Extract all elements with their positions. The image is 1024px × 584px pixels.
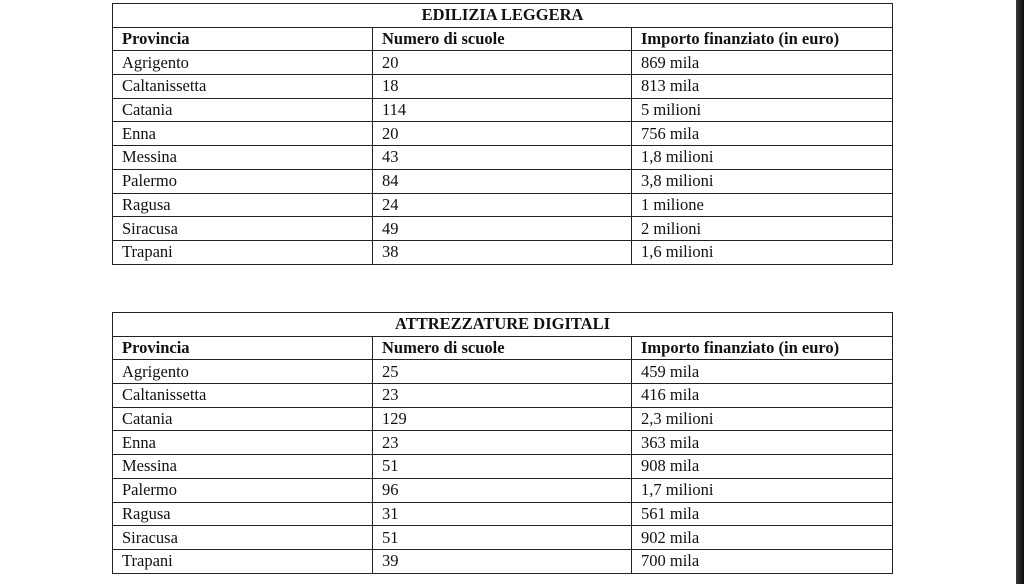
numero-scuole-cell: 129	[373, 407, 632, 431]
importo-cell: 416 mila	[632, 384, 893, 408]
importo-cell: 756 mila	[632, 122, 893, 146]
provincia-cell: Siracusa	[113, 526, 373, 550]
importo-cell: 561 mila	[632, 502, 893, 526]
numero-scuole-cell: 20	[373, 122, 632, 146]
provincia-cell: Messina	[113, 455, 373, 479]
table-row	[113, 75, 893, 99]
provincia-cell: Caltanissetta	[113, 384, 373, 408]
column-header-provincia: Provincia	[113, 336, 373, 360]
numero-scuole-cell: 49	[373, 217, 632, 241]
importo-cell: 459 mila	[632, 360, 893, 384]
importo-cell: 813 mila	[632, 75, 893, 99]
provincia-cell: Caltanissetta	[113, 75, 373, 99]
numero-scuole-cell: 31	[373, 502, 632, 526]
provincia-cell: Agrigento	[113, 51, 373, 75]
edilizia-leggera-table	[112, 3, 893, 265]
provincia-cell: Ragusa	[113, 193, 373, 217]
table-title: ATTREZZATURE DIGITALI	[113, 313, 893, 337]
provincia-cell: Catania	[113, 407, 373, 431]
importo-cell: 908 mila	[632, 455, 893, 479]
numero-scuole-cell: 51	[373, 526, 632, 550]
table-row	[113, 384, 893, 408]
numero-scuole-cell: 84	[373, 169, 632, 193]
numero-scuole-cell: 96	[373, 478, 632, 502]
column-header-provincia: Provincia	[113, 27, 373, 51]
provincia-cell: Trapani	[113, 240, 373, 264]
importo-cell: 363 mila	[632, 431, 893, 455]
importo-cell: 1 milione	[632, 193, 893, 217]
table-row	[113, 526, 893, 550]
provincia-cell: Enna	[113, 122, 373, 146]
provincia-cell: Palermo	[113, 478, 373, 502]
table-row	[113, 146, 893, 170]
numero-scuole-cell: 23	[373, 431, 632, 455]
table-row	[113, 478, 893, 502]
column-header-numero-scuole: Numero di scuole	[373, 336, 632, 360]
column-header-importo: Importo finanziato (in euro)	[632, 336, 893, 360]
numero-scuole-cell: 23	[373, 384, 632, 408]
importo-cell: 5 milioni	[632, 98, 893, 122]
numero-scuole-cell: 18	[373, 75, 632, 99]
numero-scuole-cell: 25	[373, 360, 632, 384]
importo-cell: 1,8 milioni	[632, 146, 893, 170]
importo-cell: 1,7 milioni	[632, 478, 893, 502]
provincia-cell: Palermo	[113, 169, 373, 193]
provincia-cell: Messina	[113, 146, 373, 170]
attrezzature-digitali-table	[112, 312, 893, 574]
numero-scuole-cell: 43	[373, 146, 632, 170]
table-row	[113, 98, 893, 122]
screen-edge	[1016, 0, 1024, 584]
numero-scuole-cell: 24	[373, 193, 632, 217]
table-row	[113, 240, 893, 264]
numero-scuole-cell: 39	[373, 549, 632, 573]
provincia-cell: Trapani	[113, 549, 373, 573]
table-row	[113, 407, 893, 431]
table-row	[113, 549, 893, 573]
table-row	[113, 360, 893, 384]
table-row	[113, 431, 893, 455]
importo-cell: 902 mila	[632, 526, 893, 550]
table-row	[113, 455, 893, 479]
importo-cell: 869 mila	[632, 51, 893, 75]
table-row	[113, 193, 893, 217]
numero-scuole-cell: 20	[373, 51, 632, 75]
table-body	[113, 51, 893, 264]
importo-cell: 1,6 milioni	[632, 240, 893, 264]
table-body	[113, 360, 893, 573]
importo-cell: 700 mila	[632, 549, 893, 573]
numero-scuole-cell: 51	[373, 455, 632, 479]
provincia-cell: Ragusa	[113, 502, 373, 526]
provincia-cell: Enna	[113, 431, 373, 455]
table-row	[113, 51, 893, 75]
provincia-cell: Agrigento	[113, 360, 373, 384]
provincia-cell: Siracusa	[113, 217, 373, 241]
numero-scuole-cell: 114	[373, 98, 632, 122]
importo-cell: 2,3 milioni	[632, 407, 893, 431]
table-row	[113, 122, 893, 146]
column-header-numero-scuole: Numero di scuole	[373, 27, 632, 51]
provincia-cell: Catania	[113, 98, 373, 122]
table-row	[113, 217, 893, 241]
importo-cell: 2 milioni	[632, 217, 893, 241]
table-row	[113, 169, 893, 193]
table-row	[113, 502, 893, 526]
column-header-importo: Importo finanziato (in euro)	[632, 27, 893, 51]
numero-scuole-cell: 38	[373, 240, 632, 264]
importo-cell: 3,8 milioni	[632, 169, 893, 193]
table-title: EDILIZIA LEGGERA	[113, 4, 893, 28]
